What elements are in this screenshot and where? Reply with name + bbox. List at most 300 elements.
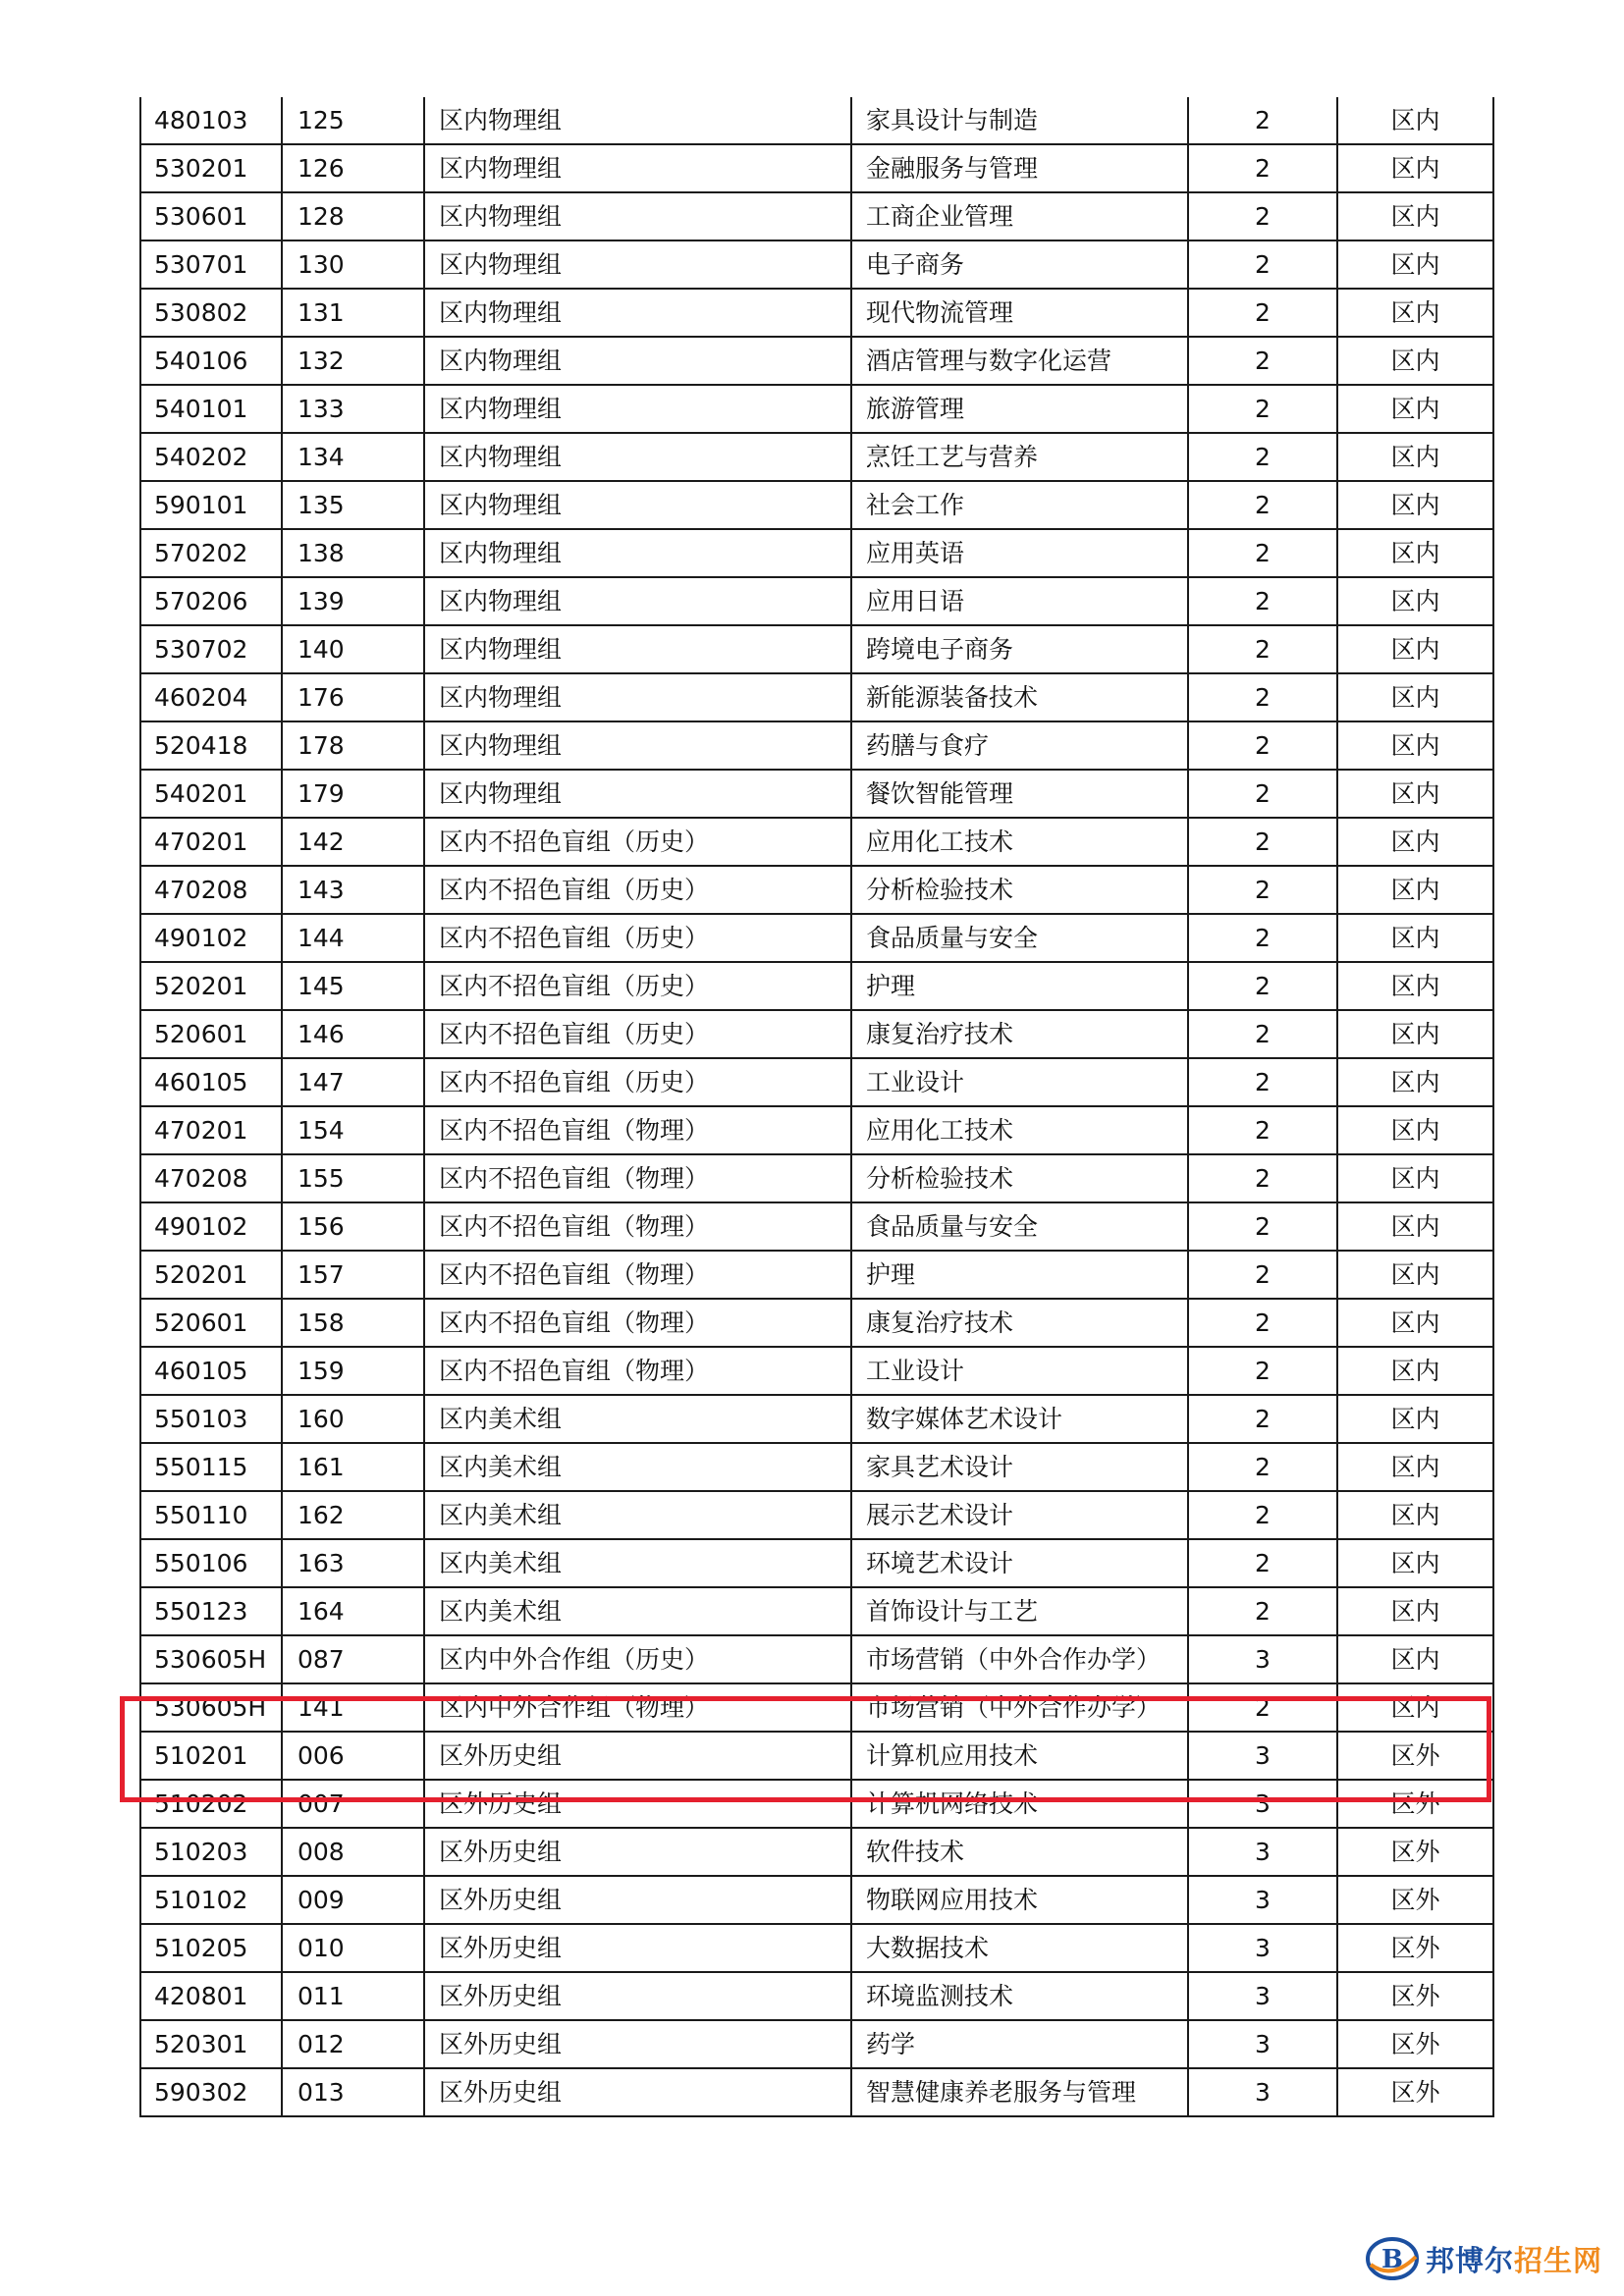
cell-region: 区外 — [1337, 1876, 1493, 1924]
cell-years: 2 — [1188, 1491, 1337, 1539]
cell-region: 区内 — [1337, 1683, 1493, 1732]
logo-letter: B — [1380, 2245, 1403, 2274]
cell-group: 区内物理组 — [424, 481, 851, 529]
table-row — [140, 721, 1493, 770]
table-row — [140, 1443, 1493, 1491]
cell-code: 570206 — [140, 577, 282, 625]
cell-number: 011 — [282, 1972, 424, 2020]
cell-years: 3 — [1188, 2020, 1337, 2068]
cell-code: 460105 — [140, 1347, 282, 1395]
site-watermark — [1365, 2235, 1602, 2282]
cell-years: 2 — [1188, 1347, 1337, 1395]
cell-group: 区内物理组 — [424, 529, 851, 577]
cell-years: 2 — [1188, 1010, 1337, 1058]
table-row — [140, 240, 1493, 289]
cell-group: 区内不招色盲组（物理） — [424, 1251, 851, 1299]
cell-major: 计算机应用技术 — [851, 1732, 1188, 1780]
cell-number: 128 — [282, 192, 424, 240]
cell-number: 134 — [282, 433, 424, 481]
cell-group: 区内美术组 — [424, 1395, 851, 1443]
cell-major: 应用化工技术 — [851, 818, 1188, 866]
cell-code: 550103 — [140, 1395, 282, 1443]
table-row — [140, 1347, 1493, 1395]
cell-major: 康复治疗技术 — [851, 1299, 1188, 1347]
cell-number: 140 — [282, 625, 424, 673]
cell-group: 区内物理组 — [424, 770, 851, 818]
cell-number: 008 — [282, 1828, 424, 1876]
cell-years: 2 — [1188, 192, 1337, 240]
cell-code: 520201 — [140, 962, 282, 1010]
cell-region: 区内 — [1337, 1635, 1493, 1683]
table-row — [140, 2020, 1493, 2068]
cell-region: 区内 — [1337, 1395, 1493, 1443]
cell-major: 工商企业管理 — [851, 192, 1188, 240]
cell-region: 区内 — [1337, 866, 1493, 914]
cell-major: 工业设计 — [851, 1347, 1188, 1395]
cell-years: 2 — [1188, 481, 1337, 529]
cell-group: 区内美术组 — [424, 1587, 851, 1635]
cell-region: 区外 — [1337, 1972, 1493, 2020]
cell-years: 2 — [1188, 962, 1337, 1010]
cell-number: 155 — [282, 1154, 424, 1202]
cell-code: 510203 — [140, 1828, 282, 1876]
cell-region: 区内 — [1337, 1539, 1493, 1587]
cell-region: 区内 — [1337, 914, 1493, 962]
cell-major: 金融服务与管理 — [851, 144, 1188, 192]
cell-group: 区内不招色盲组（物理） — [424, 1347, 851, 1395]
cell-number: 160 — [282, 1395, 424, 1443]
cell-group: 区内不招色盲组（物理） — [424, 1299, 851, 1347]
cell-code: 540106 — [140, 337, 282, 385]
cell-years: 3 — [1188, 2068, 1337, 2116]
cell-code: 460204 — [140, 673, 282, 721]
cell-group: 区内美术组 — [424, 1491, 851, 1539]
cell-group: 区内中外合作组（物理） — [424, 1683, 851, 1732]
cell-region: 区外 — [1337, 2068, 1493, 2116]
cell-region: 区内 — [1337, 1443, 1493, 1491]
cell-code: 460105 — [140, 1058, 282, 1106]
cell-number: 154 — [282, 1106, 424, 1154]
cell-major: 家具设计与制造 — [851, 97, 1188, 144]
cell-major: 护理 — [851, 962, 1188, 1010]
cell-region: 区内 — [1337, 1202, 1493, 1251]
cell-years: 3 — [1188, 1732, 1337, 1780]
cell-code: 470201 — [140, 1106, 282, 1154]
table-row — [140, 1251, 1493, 1299]
cell-region: 区内 — [1337, 144, 1493, 192]
cell-region: 区内 — [1337, 1058, 1493, 1106]
cell-region: 区内 — [1337, 192, 1493, 240]
cell-group: 区内美术组 — [424, 1443, 851, 1491]
cell-major: 跨境电子商务 — [851, 625, 1188, 673]
table-row — [140, 1876, 1493, 1924]
cell-years: 2 — [1188, 866, 1337, 914]
cell-code: 530702 — [140, 625, 282, 673]
cell-number: 161 — [282, 1443, 424, 1491]
cell-years: 2 — [1188, 144, 1337, 192]
cell-group: 区内物理组 — [424, 192, 851, 240]
table-row — [140, 962, 1493, 1010]
cell-number: 143 — [282, 866, 424, 914]
cell-years: 2 — [1188, 818, 1337, 866]
cell-major: 市场营销（中外合作办学） — [851, 1635, 1188, 1683]
cell-number: 178 — [282, 721, 424, 770]
cell-region: 区内 — [1337, 385, 1493, 433]
table-row — [140, 866, 1493, 914]
cell-region: 区内 — [1337, 289, 1493, 337]
cell-code: 530605H — [140, 1635, 282, 1683]
cell-years: 2 — [1188, 1395, 1337, 1443]
table-row — [140, 385, 1493, 433]
cell-group: 区内不招色盲组（物理） — [424, 1202, 851, 1251]
cell-code: 510102 — [140, 1876, 282, 1924]
cell-years: 2 — [1188, 337, 1337, 385]
cell-number: 145 — [282, 962, 424, 1010]
cell-years: 2 — [1188, 1539, 1337, 1587]
cell-number: 133 — [282, 385, 424, 433]
cell-group: 区外历史组 — [424, 1780, 851, 1828]
cell-major: 烹饪工艺与营养 — [851, 433, 1188, 481]
cell-region: 区内 — [1337, 1251, 1493, 1299]
cell-region: 区内 — [1337, 433, 1493, 481]
cell-region: 区内 — [1337, 962, 1493, 1010]
cell-major: 环境监测技术 — [851, 1972, 1188, 2020]
cell-number: 132 — [282, 337, 424, 385]
cell-code: 520301 — [140, 2020, 282, 2068]
cell-years: 3 — [1188, 1780, 1337, 1828]
cell-code: 520601 — [140, 1299, 282, 1347]
cell-years: 2 — [1188, 1683, 1337, 1732]
cell-region: 区外 — [1337, 1780, 1493, 1828]
cell-region: 区内 — [1337, 577, 1493, 625]
table-row — [140, 433, 1493, 481]
cell-number: 135 — [282, 481, 424, 529]
cell-region: 区外 — [1337, 1732, 1493, 1780]
cell-region: 区内 — [1337, 1154, 1493, 1202]
cell-major: 食品质量与安全 — [851, 914, 1188, 962]
cell-code: 540101 — [140, 385, 282, 433]
cell-number: 144 — [282, 914, 424, 962]
cell-group: 区内不招色盲组（历史） — [424, 1058, 851, 1106]
table-row — [140, 1539, 1493, 1587]
cell-group: 区内不招色盲组（历史） — [424, 818, 851, 866]
cell-region: 区内 — [1337, 1491, 1493, 1539]
cell-code: 510202 — [140, 1780, 282, 1828]
cell-group: 区外历史组 — [424, 1732, 851, 1780]
cell-major: 应用日语 — [851, 577, 1188, 625]
cell-group: 区外历史组 — [424, 1924, 851, 1972]
cell-region: 区内 — [1337, 337, 1493, 385]
cell-group: 区内物理组 — [424, 240, 851, 289]
cell-region: 区内 — [1337, 1299, 1493, 1347]
cell-years: 3 — [1188, 1972, 1337, 2020]
cell-group: 区外历史组 — [424, 2068, 851, 2116]
cell-major: 餐饮智能管理 — [851, 770, 1188, 818]
cell-number: 007 — [282, 1780, 424, 1828]
cell-number: 162 — [282, 1491, 424, 1539]
table-row — [140, 2068, 1493, 2116]
cell-region: 区内 — [1337, 240, 1493, 289]
cell-group: 区内物理组 — [424, 97, 851, 144]
table-row — [140, 1154, 1493, 1202]
cell-number: 138 — [282, 529, 424, 577]
cell-group: 区内不招色盲组（历史） — [424, 962, 851, 1010]
cell-major: 首饰设计与工艺 — [851, 1587, 1188, 1635]
cell-code: 540202 — [140, 433, 282, 481]
site-name-part-a: 邦博尔 — [1425, 2243, 1514, 2277]
cell-code: 550123 — [140, 1587, 282, 1635]
cell-major: 药膳与食疗 — [851, 721, 1188, 770]
table-row — [140, 481, 1493, 529]
cell-code: 490102 — [140, 914, 282, 962]
cell-number: 139 — [282, 577, 424, 625]
cell-group: 区内物理组 — [424, 577, 851, 625]
table-row — [140, 192, 1493, 240]
cell-major: 展示艺术设计 — [851, 1491, 1188, 1539]
cell-years: 2 — [1188, 385, 1337, 433]
cell-major: 环境艺术设计 — [851, 1539, 1188, 1587]
cell-major: 数字媒体艺术设计 — [851, 1395, 1188, 1443]
cell-code: 520418 — [140, 721, 282, 770]
cell-major: 旅游管理 — [851, 385, 1188, 433]
cell-group: 区内不招色盲组（物理） — [424, 1106, 851, 1154]
cell-code: 470208 — [140, 866, 282, 914]
table-row — [140, 1491, 1493, 1539]
cell-number: 012 — [282, 2020, 424, 2068]
cell-group: 区内不招色盲组（历史） — [424, 866, 851, 914]
cell-group: 区内物理组 — [424, 144, 851, 192]
cell-number: 176 — [282, 673, 424, 721]
cell-group: 区内物理组 — [424, 385, 851, 433]
cell-years: 2 — [1188, 433, 1337, 481]
cell-years: 3 — [1188, 1635, 1337, 1683]
cell-code: 530701 — [140, 240, 282, 289]
cell-code: 530605H — [140, 1683, 282, 1732]
cell-number: 157 — [282, 1251, 424, 1299]
cell-number: 125 — [282, 97, 424, 144]
cell-region: 区内 — [1337, 721, 1493, 770]
cell-region: 区内 — [1337, 1587, 1493, 1635]
cell-years: 2 — [1188, 1299, 1337, 1347]
cell-major: 分析检验技术 — [851, 1154, 1188, 1202]
table-row — [140, 1010, 1493, 1058]
cell-years: 2 — [1188, 577, 1337, 625]
cell-region: 区外 — [1337, 1828, 1493, 1876]
cell-number: 131 — [282, 289, 424, 337]
cell-group: 区内不招色盲组（历史） — [424, 1010, 851, 1058]
cell-number: 130 — [282, 240, 424, 289]
cell-group: 区内不招色盲组（历史） — [424, 914, 851, 962]
cell-number: 146 — [282, 1010, 424, 1058]
table-row — [140, 144, 1493, 192]
cell-major: 应用化工技术 — [851, 1106, 1188, 1154]
cell-number: 164 — [282, 1587, 424, 1635]
table-row — [140, 337, 1493, 385]
site-name-part-b: 招生网 — [1513, 2243, 1602, 2277]
cell-years: 2 — [1188, 1251, 1337, 1299]
cell-number: 147 — [282, 1058, 424, 1106]
table-row-highlighted — [140, 1635, 1493, 1683]
cell-number: 156 — [282, 1202, 424, 1251]
cell-region: 区内 — [1337, 481, 1493, 529]
cell-major: 应用英语 — [851, 529, 1188, 577]
cell-major: 社会工作 — [851, 481, 1188, 529]
cell-number: 163 — [282, 1539, 424, 1587]
table-row — [140, 529, 1493, 577]
cell-years: 2 — [1188, 289, 1337, 337]
cell-major: 物联网应用技术 — [851, 1876, 1188, 1924]
cell-group: 区内不招色盲组（物理） — [424, 1154, 851, 1202]
cell-years: 2 — [1188, 1202, 1337, 1251]
cell-major: 家具艺术设计 — [851, 1443, 1188, 1491]
cell-group: 区内美术组 — [424, 1539, 851, 1587]
cell-group: 区内物理组 — [424, 673, 851, 721]
cell-code: 510205 — [140, 1924, 282, 1972]
table-row — [140, 1972, 1493, 2020]
cell-group: 区外历史组 — [424, 1828, 851, 1876]
table-row — [140, 97, 1493, 144]
cell-group: 区内物理组 — [424, 337, 851, 385]
cell-region: 区内 — [1337, 1347, 1493, 1395]
table-row — [140, 1202, 1493, 1251]
cell-number: 087 — [282, 1635, 424, 1683]
cell-number: 009 — [282, 1876, 424, 1924]
cell-years: 2 — [1188, 625, 1337, 673]
cell-years: 2 — [1188, 770, 1337, 818]
table-row — [140, 914, 1493, 962]
cell-number: 010 — [282, 1924, 424, 1972]
cell-code: 590101 — [140, 481, 282, 529]
cell-region: 区内 — [1337, 818, 1493, 866]
cell-code: 470201 — [140, 818, 282, 866]
cell-major: 护理 — [851, 1251, 1188, 1299]
cell-code: 420801 — [140, 1972, 282, 2020]
table-row — [140, 289, 1493, 337]
cell-number: 179 — [282, 770, 424, 818]
table-row — [140, 625, 1493, 673]
admissions-table — [139, 97, 1494, 2117]
site-logo-icon — [1365, 2235, 1420, 2282]
cell-major: 分析检验技术 — [851, 866, 1188, 914]
cell-code: 550115 — [140, 1443, 282, 1491]
cell-region: 区内 — [1337, 529, 1493, 577]
table-row — [140, 1587, 1493, 1635]
cell-region: 区外 — [1337, 2020, 1493, 2068]
cell-major: 市场营销（中外合作办学） — [851, 1683, 1188, 1732]
cell-region: 区内 — [1337, 1106, 1493, 1154]
cell-major: 大数据技术 — [851, 1924, 1188, 1972]
cell-years: 2 — [1188, 721, 1337, 770]
cell-group: 区外历史组 — [424, 1972, 851, 2020]
table-row — [140, 1395, 1493, 1443]
cell-major: 酒店管理与数字化运营 — [851, 337, 1188, 385]
cell-group: 区外历史组 — [424, 2020, 851, 2068]
cell-code: 570202 — [140, 529, 282, 577]
cell-years: 2 — [1188, 673, 1337, 721]
cell-region: 区内 — [1337, 97, 1493, 144]
cell-group: 区内中外合作组（历史） — [424, 1635, 851, 1683]
cell-group: 区内物理组 — [424, 721, 851, 770]
cell-number: 142 — [282, 818, 424, 866]
cell-code: 520601 — [140, 1010, 282, 1058]
cell-major: 现代物流管理 — [851, 289, 1188, 337]
cell-region: 区内 — [1337, 673, 1493, 721]
cell-code: 550110 — [140, 1491, 282, 1539]
cell-region: 区内 — [1337, 1010, 1493, 1058]
table-row — [140, 1299, 1493, 1347]
cell-region: 区内 — [1337, 770, 1493, 818]
cell-years: 2 — [1188, 1443, 1337, 1491]
cell-group: 区内物理组 — [424, 625, 851, 673]
cell-years: 3 — [1188, 1828, 1337, 1876]
table-row — [140, 770, 1493, 818]
cell-major: 智慧健康养老服务与管理 — [851, 2068, 1188, 2116]
table-row — [140, 1058, 1493, 1106]
cell-years: 2 — [1188, 240, 1337, 289]
cell-code: 530201 — [140, 144, 282, 192]
table-row — [140, 673, 1493, 721]
cell-code: 470208 — [140, 1154, 282, 1202]
cell-years: 2 — [1188, 97, 1337, 144]
table-row — [140, 577, 1493, 625]
cell-major: 软件技术 — [851, 1828, 1188, 1876]
cell-major: 计算机网络技术 — [851, 1780, 1188, 1828]
cell-region: 区外 — [1337, 1924, 1493, 1972]
cell-years: 2 — [1188, 1106, 1337, 1154]
cell-number: 013 — [282, 2068, 424, 2116]
cell-code: 490102 — [140, 1202, 282, 1251]
cell-years: 2 — [1188, 1058, 1337, 1106]
cell-years: 2 — [1188, 914, 1337, 962]
cell-code: 540201 — [140, 770, 282, 818]
cell-number: 158 — [282, 1299, 424, 1347]
table-body — [140, 97, 1493, 2116]
cell-code: 530802 — [140, 289, 282, 337]
table-row — [140, 1924, 1493, 1972]
cell-number: 006 — [282, 1732, 424, 1780]
highlight-box — [120, 1696, 1491, 1802]
cell-code: 550106 — [140, 1539, 282, 1587]
cell-code: 480103 — [140, 97, 282, 144]
table-row — [140, 818, 1493, 866]
cell-number: 159 — [282, 1347, 424, 1395]
cell-years: 3 — [1188, 1876, 1337, 1924]
cell-years: 2 — [1188, 1587, 1337, 1635]
cell-years: 3 — [1188, 1924, 1337, 1972]
cell-group: 区内物理组 — [424, 433, 851, 481]
table-row — [140, 1106, 1493, 1154]
cell-major: 工业设计 — [851, 1058, 1188, 1106]
cell-code: 530601 — [140, 192, 282, 240]
cell-major: 康复治疗技术 — [851, 1010, 1188, 1058]
site-name — [1426, 2239, 1602, 2279]
cell-major: 食品质量与安全 — [851, 1202, 1188, 1251]
cell-number: 141 — [282, 1683, 424, 1732]
cell-major: 电子商务 — [851, 240, 1188, 289]
cell-group: 区外历史组 — [424, 1876, 851, 1924]
cell-region: 区内 — [1337, 625, 1493, 673]
cell-group: 区内物理组 — [424, 289, 851, 337]
table-row — [140, 1828, 1493, 1876]
cell-code: 590302 — [140, 2068, 282, 2116]
cell-major: 药学 — [851, 2020, 1188, 2068]
cell-major: 新能源装备技术 — [851, 673, 1188, 721]
cell-code: 510201 — [140, 1732, 282, 1780]
cell-years: 2 — [1188, 1154, 1337, 1202]
cell-code: 520201 — [140, 1251, 282, 1299]
cell-number: 126 — [282, 144, 424, 192]
cell-years: 2 — [1188, 529, 1337, 577]
